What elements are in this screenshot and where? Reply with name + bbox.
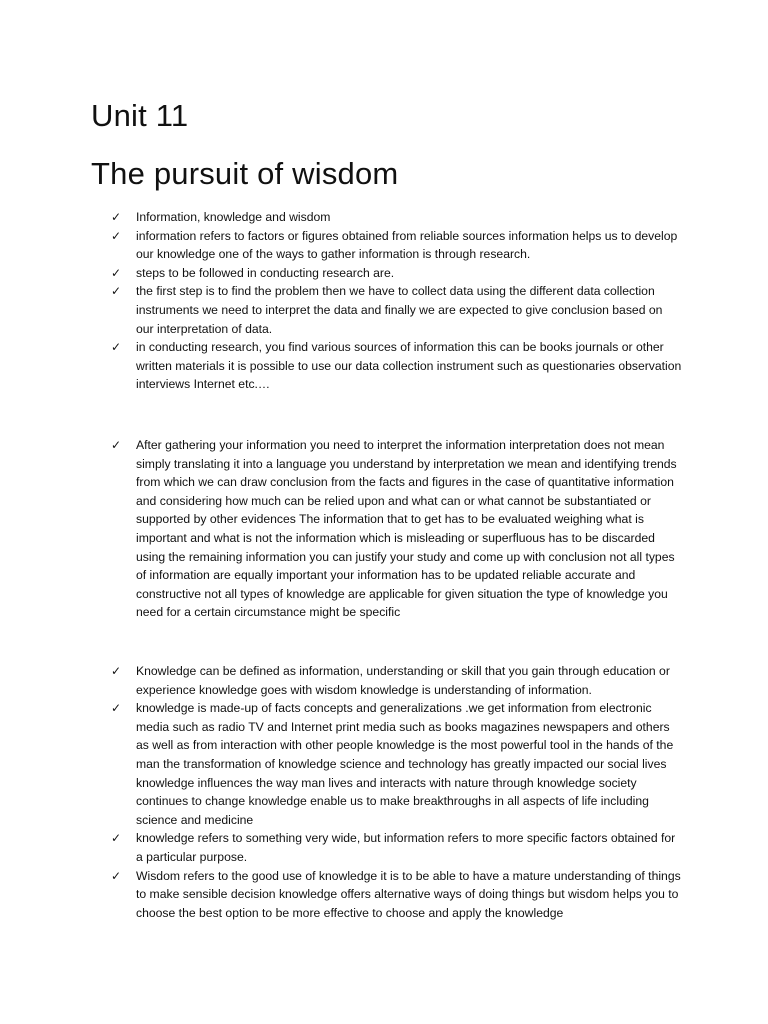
bullet-list-section-1: [0, 208, 768, 394]
list-item-text: Wisdom refers to the good use of knowledge it is to be able to have a mature understanding of things to make sensible decision knowledge offers alternative ways of doing things but wisdom helps you to choose the best option to be more effective to choose and apply the knowledge: [136, 868, 681, 920]
list-item: [0, 227, 768, 264]
checkmark-icon: ✓: [111, 438, 122, 452]
list-item-text: the first step is to find the problem then we have to collect data using the different data collection instruments we need to interpret the data and finally we are expected to give conclusion based on our interpretation of data.: [136, 284, 663, 336]
list-item: [0, 662, 768, 699]
list-item-text: in conducting research, you find various sources of information this can be books journals or other written materials it is possible to use our data collection instrument such as questionaries observation interviews Internet etc.…: [136, 340, 682, 392]
list-item: [0, 699, 768, 829]
list-item: [0, 282, 768, 338]
checkmark-icon: ✓: [111, 265, 122, 280]
checkmark-icon: ✓: [111, 228, 122, 243]
checkmark-icon: ✓: [111, 868, 122, 883]
list-item: [0, 264, 768, 283]
bullet-list-section-2: [0, 436, 768, 622]
list-item-text: After gathering your information you need to interpret the information interpretation does not mean simply translating it into a language you understand by interpretation we mean and identifying trends from which we can draw conclusion from the facts and figures in the case of quantitative information and considering how much can be relied upon and what can or what cannot be substantiated or supported by other evidences The information that to get has to be evaluated weighing what is important and what is not the information which is misleading or superfluous has to be discarded using the remaining information you can justify your study and come up with conclusion not all types of information are equally important your information has to be updated reliable accurate and constructive not all types of knowledge are applicable for given situation the type of knowledge you need for a certain circumstance might be specific: [136, 438, 677, 620]
list-item: [0, 867, 768, 923]
list-item-text: Information, knowledge and wisdom: [136, 210, 331, 224]
list-item-text: information refers to factors or figures obtained from reliable sources information helps us to develop our knowledge one of the ways to gather information is through research.: [136, 228, 678, 262]
list-item: [0, 436, 768, 622]
list-item-text: knowledge is made-up of facts concepts and generalizations .we get information from electronic media such as radio TV and Internet print media such as books magazines newspapers and others as well as from interaction with other people knowledge is the most powerful tool in the hands of the man the transformation of knowledge science and technology has greatly impacted our social lives knowledge influences the way man lives and interacts with nature through knowledge society continues to change knowledge enable us to make breakthroughs in all aspects of life including science and medicine: [136, 701, 674, 827]
checkmark-icon: ✓: [111, 284, 122, 299]
page-title: The pursuit of wisdom: [91, 156, 399, 191]
bullet-list-section-3: [0, 662, 768, 922]
unit-heading: Unit 11: [91, 98, 189, 133]
checkmark-icon: ✓: [111, 210, 122, 224]
checkmark-icon: ✓: [111, 664, 122, 678]
checkmark-icon: ✓: [111, 701, 122, 716]
list-item-text: knowledge refers to something very wide, but information refers to more specific factors obtained for a particular purpose.: [136, 831, 676, 864]
checkmark-icon: ✓: [111, 340, 122, 355]
list-item: [0, 208, 768, 227]
list-item-text: Knowledge can be defined as information, understanding or skill that you gain through education or experience knowledge goes with wisdom knowledge is understanding of information.: [136, 664, 670, 697]
list-item: [0, 829, 768, 866]
checkmark-icon: ✓: [111, 831, 122, 846]
list-item-text: steps to be followed in conducting research are.: [136, 265, 395, 280]
list-item: [0, 338, 768, 394]
